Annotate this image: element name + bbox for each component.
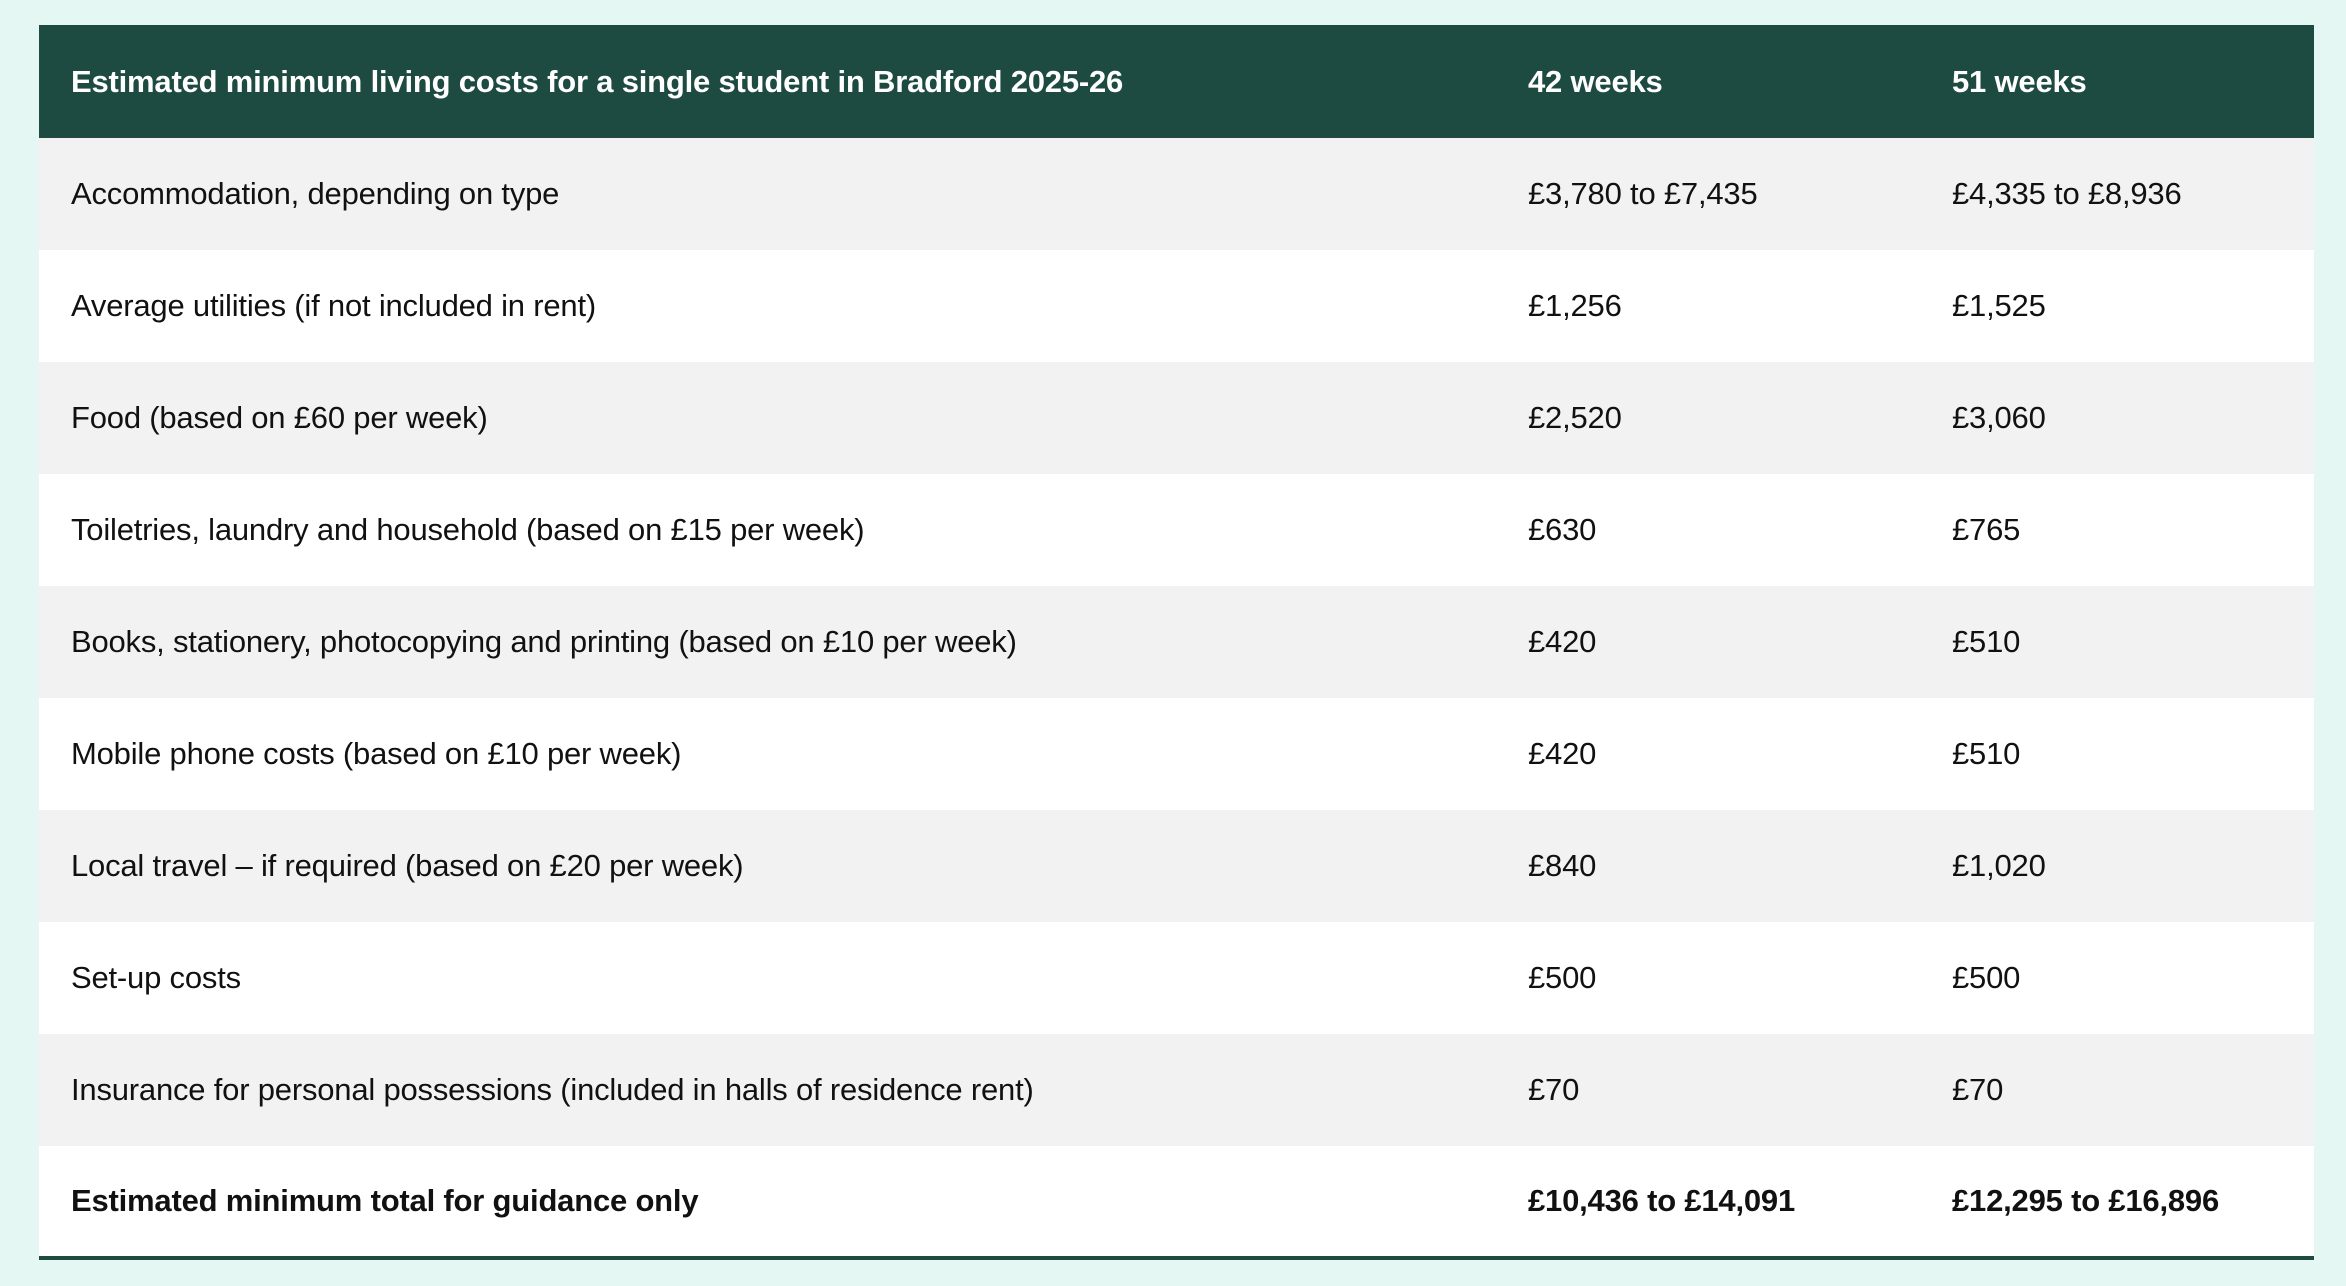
cost-42-weeks: £840 — [1528, 848, 1597, 883]
cost-42-weeks: £3,780 to £7,435 — [1528, 176, 1758, 211]
table-row — [39, 922, 2314, 1034]
header-42-weeks: 42 weeks — [1528, 63, 1663, 99]
cost-item-label: Books, stationery, photocopying and printing (based on £10 per week) — [71, 624, 1017, 659]
cost-51-weeks: £510 — [1952, 736, 2021, 771]
cost-51-weeks: £3,060 — [1952, 400, 2046, 435]
cost-42-weeks: £420 — [1528, 736, 1597, 771]
cost-item-label: Mobile phone costs (based on £10 per week) — [71, 736, 682, 771]
header-51-weeks: 51 weeks — [1952, 63, 2087, 99]
table-body — [39, 138, 2314, 1258]
total-row — [39, 1146, 2314, 1258]
cost-item-label: Local travel – if required (based on £20 per week) — [71, 848, 744, 883]
cost-42-weeks: £2,520 — [1528, 400, 1622, 435]
cost-42-weeks: £1,256 — [1528, 288, 1622, 323]
cost-42-weeks: £420 — [1528, 624, 1597, 659]
cost-item-label: Average utilities (if not included in rent) — [71, 288, 596, 323]
table-row — [39, 1034, 2314, 1146]
header-cost-item: Estimated minimum living costs for a single student in Bradford 2025-26 — [71, 63, 1124, 99]
cost-item-label: Set-up costs — [71, 960, 241, 995]
cost-item-label: Food (based on £60 per week) — [71, 400, 488, 435]
cost-51-weeks: £765 — [1952, 512, 2021, 547]
total-42-weeks: £10,436 to £14,091 — [1528, 1183, 1795, 1218]
cost-51-weeks: £510 — [1952, 624, 2021, 659]
cost-item-label: Insurance for personal possessions (included in halls of residence rent) — [71, 1072, 1034, 1107]
living-costs-table-container — [39, 25, 2314, 1260]
table-row — [39, 250, 2314, 362]
table-row — [39, 698, 2314, 810]
cost-42-weeks: £70 — [1528, 1072, 1580, 1107]
total-label: Estimated minimum total for guidance only — [71, 1183, 699, 1218]
cost-51-weeks: £1,525 — [1952, 288, 2046, 323]
cost-item-label: Accommodation, depending on type — [71, 176, 560, 211]
total-51-weeks: £12,295 to £16,896 — [1952, 1183, 2219, 1218]
cost-42-weeks: £630 — [1528, 512, 1597, 547]
cost-51-weeks: £1,020 — [1952, 848, 2046, 883]
cost-51-weeks: £70 — [1952, 1072, 2004, 1107]
table-row — [39, 362, 2314, 474]
living-costs-table — [39, 25, 2314, 1260]
header-row — [39, 25, 2314, 138]
table-row — [39, 138, 2314, 250]
cost-item-label: Toiletries, laundry and household (based on £15 per week) — [71, 512, 865, 547]
table-row — [39, 586, 2314, 698]
cost-51-weeks: £500 — [1952, 960, 2021, 995]
table-header — [39, 25, 2314, 138]
table-row — [39, 474, 2314, 586]
cost-42-weeks: £500 — [1528, 960, 1597, 995]
table-row — [39, 810, 2314, 922]
cost-51-weeks: £4,335 to £8,936 — [1952, 176, 2182, 211]
